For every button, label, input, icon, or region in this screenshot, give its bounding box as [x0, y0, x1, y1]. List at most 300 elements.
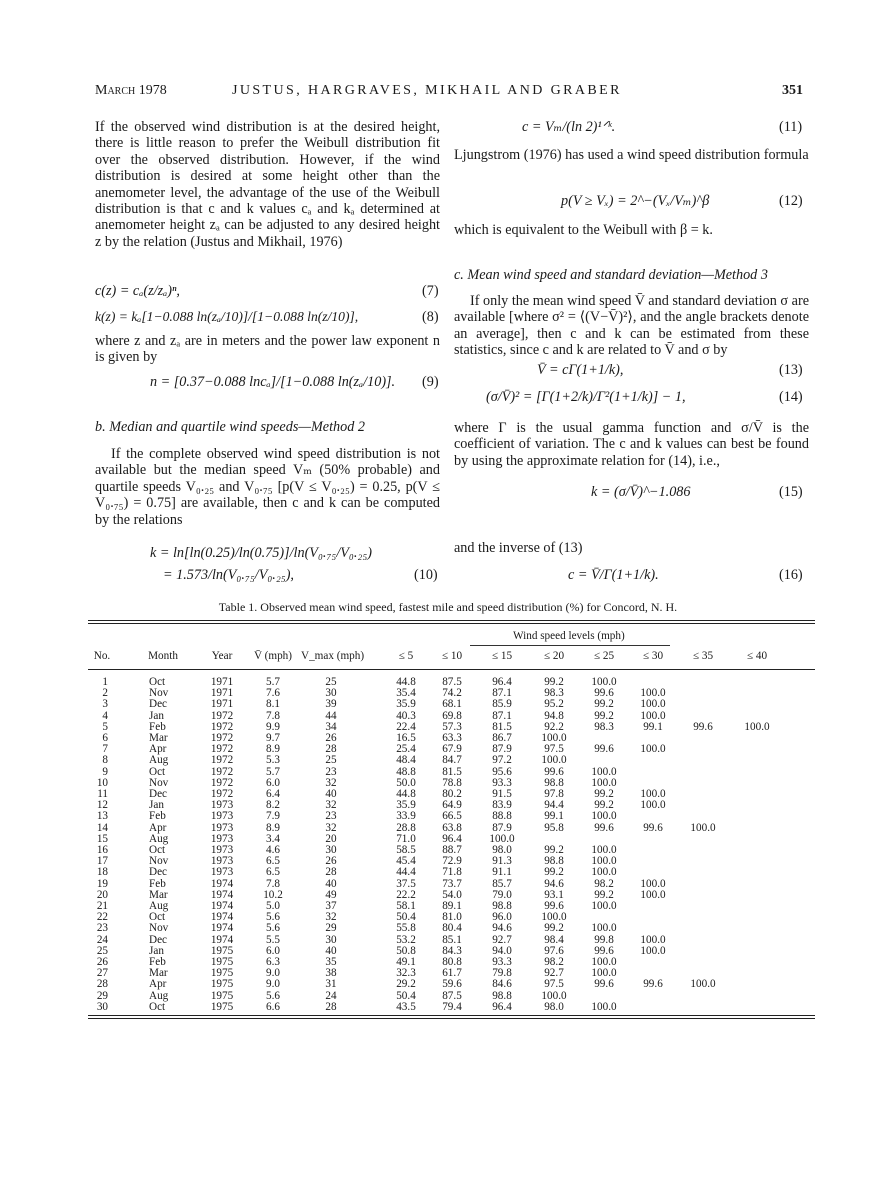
table-cell: 43.5	[396, 1000, 416, 1013]
equation-10-line-2: = 1.573/ln(V₀.₇₅/V₀.₂₅),	[163, 567, 294, 583]
table-cell: 84.3	[442, 944, 462, 957]
table-header-rule	[88, 669, 815, 670]
table-row	[95, 833, 810, 844]
table-cell: 97.6	[544, 944, 564, 957]
table-cell: 1972	[210, 720, 234, 733]
table-cell: 94.8	[544, 709, 564, 722]
table-row	[95, 766, 810, 777]
table-cell: 58.1	[396, 900, 416, 912]
table-cell: 100.0	[591, 676, 617, 688]
table-cell: 5.7	[266, 765, 280, 778]
table-column-header: ≤ 20	[543, 650, 565, 662]
table-cell: 99.6	[693, 720, 713, 733]
table-cell: 8.1	[266, 698, 280, 711]
table-cell: 100.0	[591, 855, 617, 868]
table-cell: Mar	[149, 967, 168, 980]
table-cell: 1972	[210, 776, 234, 789]
table-cell: 28	[325, 866, 337, 879]
table-group-rule	[470, 645, 670, 646]
table-row	[95, 687, 810, 698]
table-cell: 99.6	[544, 900, 564, 912]
table-cell: 92.7	[544, 967, 564, 980]
table-cell: 44.8	[396, 676, 416, 688]
table-cell: 99.6	[594, 978, 614, 991]
table-cell: Dec	[149, 933, 168, 946]
table-cell: 1972	[210, 732, 234, 744]
table-cell: 100.0	[591, 765, 617, 778]
table-cell: 99.2	[544, 866, 564, 879]
table-cell: 30	[325, 687, 337, 700]
table-cell: 16	[96, 844, 108, 856]
table-column-header: ≤ 10	[441, 650, 463, 662]
table-cell: 49	[325, 888, 337, 901]
table-cell: 2	[102, 687, 108, 700]
table-row	[95, 934, 810, 945]
table-cell: 87.1	[492, 709, 512, 722]
table-cell: 1	[102, 676, 108, 688]
table-cell: 100.0	[640, 933, 666, 946]
table-cell: 45.4	[396, 855, 416, 868]
table-cell: 7.9	[266, 810, 280, 823]
table-column-header: ≤ 15	[491, 650, 513, 662]
table-row	[95, 945, 810, 956]
table-column-header: Year	[211, 650, 233, 662]
equation-14-number: (14)	[779, 389, 803, 405]
table-column-header: ≤ 30	[642, 650, 664, 662]
table-cell: 1973	[210, 844, 234, 856]
table-cell: 78.8	[442, 776, 462, 789]
table-cell: 40.3	[396, 709, 416, 722]
table-cell: 88.7	[442, 844, 462, 856]
section-b-title: b. Median and quartile wind speeds—Method 2	[95, 419, 365, 435]
table-cell: 87.5	[442, 676, 462, 688]
table-cell: 99.2	[594, 698, 614, 711]
table-cell: 1971	[210, 698, 234, 711]
table-cell: 96.0	[492, 911, 512, 924]
equation-10-line-1: k = ln[ln(0.25)/ln(0.75)]/ln(V₀.₇₅/V₀.₂₅)	[150, 545, 372, 561]
table-cell: 9.7	[266, 732, 280, 744]
table-row	[95, 721, 810, 732]
table-cell: 1974	[210, 877, 234, 890]
table-cell: 97.5	[544, 743, 564, 756]
table-cell: 50.8	[396, 944, 416, 957]
table-cell: 8	[102, 754, 108, 767]
table-cell: 8.9	[266, 743, 280, 756]
table-cell: 99.6	[544, 765, 564, 778]
table-cell: 24	[325, 989, 337, 1002]
table-row	[95, 676, 810, 687]
table-cell: 66.5	[442, 810, 462, 823]
table-cell: 100.0	[591, 1000, 617, 1013]
table-cell: 91.3	[492, 855, 512, 868]
table-cell: 35.9	[396, 698, 416, 711]
table-cell: 79.4	[442, 1000, 462, 1013]
table-cell: Mar	[149, 888, 168, 901]
equation-11-number: (11)	[779, 119, 803, 135]
table-column-header: V_max (mph)	[301, 650, 365, 662]
table-cell: 32.3	[396, 967, 416, 980]
table-cell: 57.3	[442, 720, 462, 733]
table-cell: 99.2	[594, 799, 614, 812]
table-cell: 40	[325, 877, 337, 890]
table-column-header: No.	[93, 650, 111, 662]
table-cell: 39	[325, 698, 337, 711]
table-cell: 21	[96, 900, 108, 912]
table-cell: 30	[325, 844, 337, 856]
table-cell: 91.1	[492, 866, 512, 879]
table-cell: 27	[96, 967, 108, 980]
table-cell: 61.7	[442, 967, 462, 980]
table-cell: 68.1	[442, 698, 462, 711]
table-cell: 5.0	[266, 900, 280, 912]
table-cell: 1973	[210, 799, 234, 812]
table-cell: Jan	[149, 799, 164, 812]
table-cell: 32	[325, 911, 337, 924]
table-cell: 100.0	[690, 821, 716, 834]
table-cell: 100.0	[640, 687, 666, 700]
table-cell: 1974	[210, 922, 234, 935]
table-cell: Aug	[149, 754, 169, 767]
table-cell: 34	[325, 720, 337, 733]
table-cell: 85.1	[442, 933, 462, 946]
table-cell: 6.5	[266, 855, 280, 868]
table-cell: 5.7	[266, 676, 280, 688]
equation-7-number: (7)	[422, 283, 439, 299]
table-cell: 32	[325, 776, 337, 789]
table-cell: 23	[325, 810, 337, 823]
table-cell: 40	[325, 944, 337, 957]
table-cell: Nov	[149, 776, 169, 789]
table-cell: 83.9	[492, 799, 512, 812]
table-cell: 98.8	[492, 989, 512, 1002]
table-column-header: ≤ 35	[692, 650, 714, 662]
table-cell: Dec	[149, 698, 168, 711]
table-cell: 92.2	[544, 720, 564, 733]
table-cell: Oct	[149, 765, 166, 778]
table-cell: 100.0	[640, 788, 666, 800]
table-cell: 80.8	[442, 956, 462, 968]
left-para-2: where z and zₐ are in meters and the power law exponent n is given by	[95, 333, 440, 366]
table-cell: 99.2	[544, 922, 564, 935]
table-cell: 20	[96, 888, 108, 901]
table-cell: 1975	[210, 989, 234, 1002]
table-cell: 97.5	[544, 978, 564, 991]
table-cell: 100.0	[591, 844, 617, 856]
table-cell: 100.0	[541, 732, 567, 744]
table-row	[95, 743, 810, 754]
table-cell: 100.0	[591, 866, 617, 879]
table-row	[95, 732, 810, 743]
equation-8-number: (8)	[422, 309, 439, 325]
table-cell: Dec	[149, 788, 168, 800]
table-cell: 6.4	[266, 788, 280, 800]
table-row	[95, 900, 810, 911]
equation-13: V̄ = cΓ(1+1/k),	[537, 362, 624, 378]
table-row	[95, 967, 810, 978]
table-cell: Feb	[149, 720, 166, 733]
table-cell: Dec	[149, 866, 168, 879]
table-cell: 9.9	[266, 720, 280, 733]
table-cell: Apr	[149, 743, 167, 756]
table-cell: Nov	[149, 922, 169, 935]
table-cell: 1974	[210, 911, 234, 924]
table-cell: 1973	[210, 832, 234, 845]
table-header-row	[95, 650, 810, 664]
table-cell: 59.6	[442, 978, 462, 991]
table-cell: 100.0	[489, 832, 515, 845]
table-row	[95, 822, 810, 833]
table-cell: 100.0	[744, 720, 770, 733]
table-cell: 5.6	[266, 911, 280, 924]
table-cell: 6	[102, 732, 108, 744]
table-cell: 87.9	[492, 821, 512, 834]
table-cell: 95.6	[492, 765, 512, 778]
equation-12-number: (12)	[779, 193, 803, 209]
table-cell: Mar	[149, 732, 168, 744]
table-cell: 100.0	[640, 799, 666, 812]
table-cell: Apr	[149, 821, 167, 834]
table-top-rule	[88, 620, 815, 621]
table-cell: 85.7	[492, 877, 512, 890]
table-cell: 93.3	[492, 956, 512, 968]
table-cell: 28	[96, 978, 108, 991]
table-cell: 35.4	[396, 687, 416, 700]
table-row	[95, 866, 810, 877]
table-cell: 98.8	[544, 855, 564, 868]
table-cell: 6.0	[266, 944, 280, 957]
table-cell: 100.0	[591, 967, 617, 980]
table-cell: Oct	[149, 676, 166, 688]
table-cell: 97.8	[544, 788, 564, 800]
table-cell: 71.0	[396, 832, 416, 845]
table-cell: 100.0	[640, 888, 666, 901]
table-cell: 44.4	[396, 866, 416, 879]
table-cell: 94.4	[544, 799, 564, 812]
table-cell: 94.6	[544, 877, 564, 890]
table-cell: 81.5	[442, 765, 462, 778]
table-cell: 100.0	[640, 698, 666, 711]
table-cell: 28	[325, 1000, 337, 1013]
table-cell: 25	[325, 754, 337, 767]
table-cell: 79.8	[492, 967, 512, 980]
running-header-authors: JUSTUS, HARGRAVES, MIKHAIL AND GRABER	[232, 83, 622, 98]
table-cell: 54.0	[442, 888, 462, 901]
equation-15: k = (σ/V̄)^−1.086	[591, 484, 691, 500]
table-cell: 99.2	[594, 788, 614, 800]
table-cell: 84.7	[442, 754, 462, 767]
table-cell: 8.9	[266, 821, 280, 834]
table-column-header: V̄ (mph)	[253, 650, 292, 662]
table-cell: 100.0	[591, 776, 617, 789]
table-cell: 1972	[210, 709, 234, 722]
table-cell: 6.0	[266, 776, 280, 789]
table-cell: 88.8	[492, 810, 512, 823]
table-cell: 72.9	[442, 855, 462, 868]
table-cell: Feb	[149, 956, 166, 968]
table-cell: 35	[325, 956, 337, 968]
table-cell: 87.9	[492, 743, 512, 756]
table-cell: 5.5	[266, 933, 280, 946]
table-cell: 91.5	[492, 788, 512, 800]
table-row	[95, 710, 810, 721]
table-cell: 9.0	[266, 967, 280, 980]
table-cell: 1973	[210, 821, 234, 834]
table-cell: 44.8	[396, 788, 416, 800]
table-cell: 80.2	[442, 788, 462, 800]
table-cell: 1971	[210, 687, 234, 700]
table-cell: 10.2	[263, 888, 283, 901]
table-row	[95, 698, 810, 709]
table-cell: 22.2	[396, 888, 416, 901]
table-cell: 99.2	[544, 844, 564, 856]
table-cell: 87.5	[442, 989, 462, 1002]
table-cell: 1973	[210, 810, 234, 823]
table-cell: 93.1	[544, 888, 564, 901]
table-cell: 10	[96, 776, 108, 789]
table-cell: 6.3	[266, 956, 280, 968]
table-cell: Aug	[149, 832, 169, 845]
table-row	[95, 878, 810, 889]
table-cell: 86.7	[492, 732, 512, 744]
table-cell: 5	[102, 720, 108, 733]
equation-9: n = [0.37−0.088 lncₐ]/[1−0.088 ln(zₐ/10)].	[150, 374, 396, 390]
table-cell: 29	[325, 922, 337, 935]
table-cell: 67.9	[442, 743, 462, 756]
table-cell: 5.6	[266, 989, 280, 1002]
table-cell: 100.0	[640, 877, 666, 890]
table-cell: 50.0	[396, 776, 416, 789]
table-cell: 25	[96, 944, 108, 957]
table-row	[95, 956, 810, 967]
table-cell: 6.6	[266, 1000, 280, 1013]
table-cell: 48.8	[396, 765, 416, 778]
right-para-2: which is equivalent to the Weibull with β = k.	[454, 222, 713, 238]
table-cell: 37.5	[396, 877, 416, 890]
table-cell: 100.0	[640, 944, 666, 957]
table-cell: Nov	[149, 687, 169, 700]
table-cell: 15	[96, 832, 108, 845]
table-cell: 98.3	[544, 687, 564, 700]
table-cell: 99.8	[594, 933, 614, 946]
equation-16: c = V̄/Γ(1+1/k).	[568, 567, 659, 583]
table-cell: 93.3	[492, 776, 512, 789]
table-cell: 100.0	[690, 978, 716, 991]
table-cell: 87.1	[492, 687, 512, 700]
table-cell: 96.4	[492, 1000, 512, 1013]
table-cell: 98.2	[544, 956, 564, 968]
table-cell: 98.2	[594, 877, 614, 890]
table-cell: 5.6	[266, 922, 280, 935]
table-cell: Oct	[149, 844, 166, 856]
table-cell: 19	[96, 877, 108, 890]
table-cell: 1972	[210, 765, 234, 778]
table-cell: 3.4	[266, 832, 280, 845]
table-cell: 17	[96, 855, 108, 868]
table-cell: 12	[96, 799, 108, 812]
table-cell: 7	[102, 743, 108, 756]
table-cell: 1972	[210, 788, 234, 800]
table-cell: 23	[325, 765, 337, 778]
table-cell: 1975	[210, 944, 234, 957]
table-cell: 1972	[210, 754, 234, 767]
table-cell: 9	[102, 765, 108, 778]
table-cell: 5.3	[266, 754, 280, 767]
table-row	[95, 978, 810, 989]
table-cell: 32	[325, 799, 337, 812]
table-cell: 99.1	[643, 720, 663, 733]
table-cell: 100.0	[541, 911, 567, 924]
running-header-date: March 1978	[95, 83, 167, 98]
equation-12: p(V ≥ Vₓ) = 2^−(Vₓ/Vₘ)^β	[561, 193, 710, 209]
table-cell: 1973	[210, 855, 234, 868]
table-cell: 7.8	[266, 709, 280, 722]
table-cell: 18	[96, 866, 108, 879]
table-cell: 28	[325, 743, 337, 756]
table-cell: Nov	[149, 855, 169, 868]
equation-9-number: (9)	[422, 374, 439, 390]
table-cell: 100.0	[640, 709, 666, 722]
table-cell: 23	[96, 922, 108, 935]
table-cell: 32	[325, 821, 337, 834]
table-cell: 55.8	[396, 922, 416, 935]
table-bottom-rule	[88, 1015, 815, 1016]
table-cell: 1973	[210, 866, 234, 879]
table-cell: 31	[325, 978, 337, 991]
table-cell: 22.4	[396, 720, 416, 733]
equation-15-number: (15)	[779, 484, 803, 500]
table-cell: 99.2	[594, 709, 614, 722]
table-cell: 14	[96, 821, 108, 834]
table-cell: 64.9	[442, 799, 462, 812]
table-cell: 26	[96, 956, 108, 968]
table-cell: 35.9	[396, 799, 416, 812]
table-cell: 99.6	[643, 821, 663, 834]
table-cell: 25.4	[396, 743, 416, 756]
table-cell: Oct	[149, 1000, 166, 1013]
table-cell: 50.4	[396, 911, 416, 924]
table-cell: 71.8	[442, 866, 462, 879]
left-para-1: If the observed wind distribution is at the desired height, there is little reason to prefer the Weibull distribution fit over the observed distribution. However, if the wind distribution is desired at some height other than the anemometer level, the advantage of the use of the Weibull distribution is that c and k values cₐ and kₐ determined at anemometer height zₐ can be adjusted to any desired height z by the relation (Justus and Mikhail, 1976)	[95, 119, 440, 250]
table-cell: 81.0	[442, 911, 462, 924]
table-cell: 96.4	[442, 832, 462, 845]
table-cell: 85.9	[492, 698, 512, 711]
right-para-3: If only the mean wind speed V̄ and standard deviation σ are available [where σ² = ⟨(V−V̄)²⟩, and the angle brackets denote an average], then c and k can be estimated from these statistics, since c and k are related to V̄ and σ by	[454, 293, 809, 359]
table-cell: 99.6	[594, 687, 614, 700]
table-cell: 94.6	[492, 922, 512, 935]
table-cell: 79.0	[492, 888, 512, 901]
table-row	[95, 844, 810, 855]
table-group-header: Wind speed levels (mph)	[513, 630, 625, 642]
table-cell: Feb	[149, 877, 166, 890]
table-cell: 29.2	[396, 978, 416, 991]
table-cell: 1971	[210, 676, 234, 688]
table-row	[95, 911, 810, 922]
section-c-title: c. Mean wind speed and standard deviation—Method 3	[454, 267, 768, 283]
table-cell: 30	[325, 933, 337, 946]
page-number: 351	[782, 83, 803, 98]
table-cell: 99.1	[544, 810, 564, 823]
table-column-header: ≤ 25	[593, 650, 615, 662]
table-cell: 95.8	[544, 821, 564, 834]
table-cell: 95.2	[544, 698, 564, 711]
table-cell: 4.6	[266, 844, 280, 856]
table-cell: 22	[96, 911, 108, 924]
table-cell: Feb	[149, 810, 166, 823]
table-cell: Apr	[149, 978, 167, 991]
table-cell: 97.2	[492, 754, 512, 767]
equation-14: (σ/V̄)² = [Γ(1+2/k)/Γ²(1+1/k)] − 1,	[486, 389, 686, 405]
right-para-4: where Γ is the usual gamma function and σ/V̄ is the coefficient of variation. The c and k values can best be found by using the approximate relation for (14), i.e.,	[454, 420, 809, 469]
